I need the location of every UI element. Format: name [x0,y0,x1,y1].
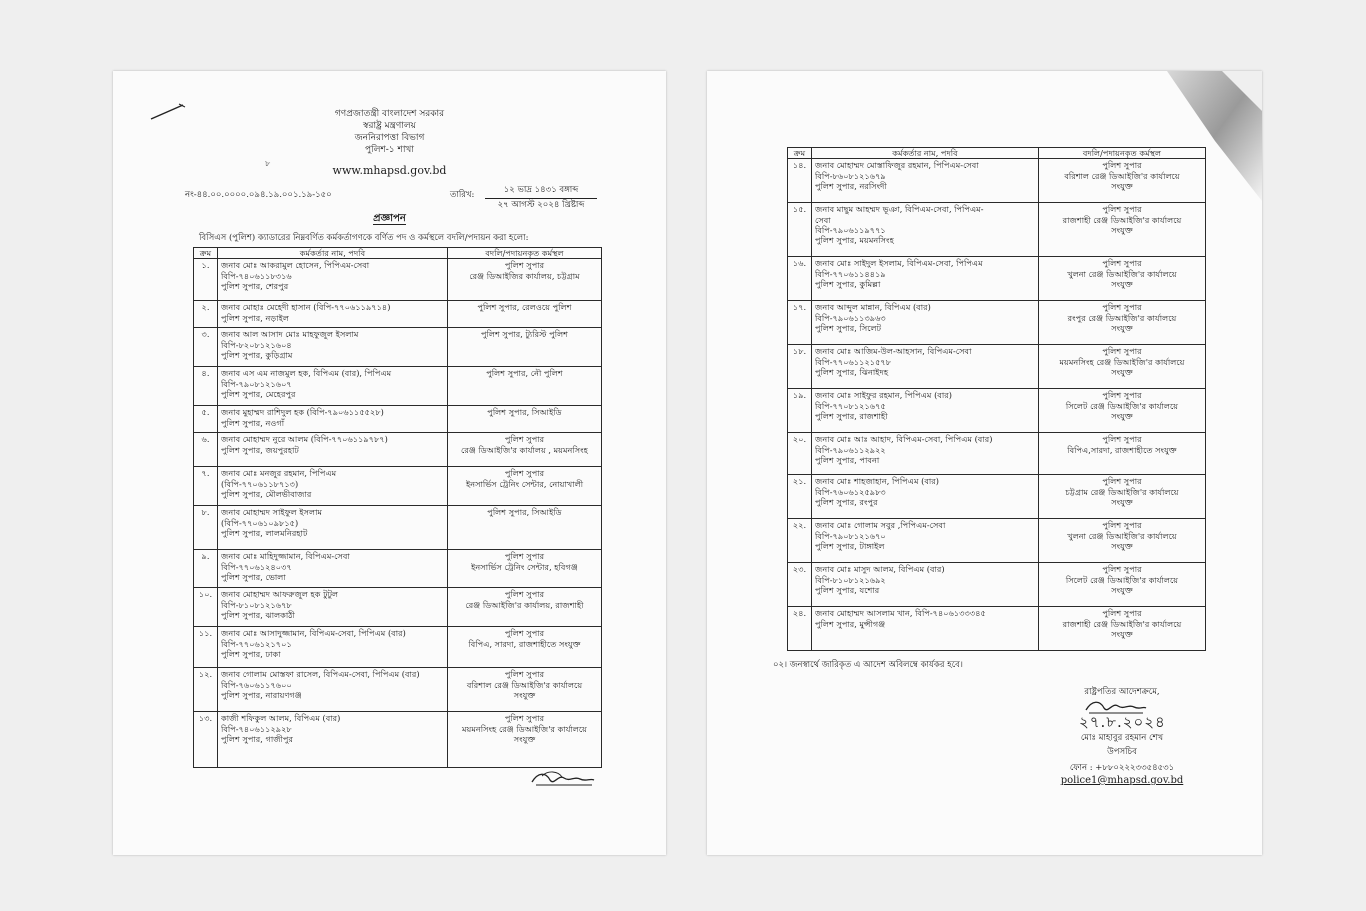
posting-cell [1039,345,1206,389]
posting-line: সিলেট রেঞ্জ ডিআইজি'র কার্যালয়ে [1065,400,1179,411]
officer-line: বিপি-৭৭০৮১২১৬৭৫ [815,400,886,411]
serial-cell: ৪. [194,367,218,406]
serial-cell: ১২. [194,668,218,712]
posting-line: রেঞ্জ ডিআইজি'র কার্যালয় , ময়মনসিংহ [461,444,588,455]
officer-line: পুলিশ সুপার, জয়পুরহাট [221,444,299,455]
serial-cell: ২৩. [788,563,812,607]
posting-line: সংযুক্ত [1111,278,1133,289]
officer-cell [812,159,1039,203]
ministry-name: স্বরাষ্ট্র মন্ত্রণালয় [363,121,416,131]
officer-designation: উপসচিব [1107,747,1137,757]
serial-cell: ১৯. [788,389,812,433]
officer-line: পুলিশ সুপার, মুন্সীগঞ্জ [815,618,886,629]
officer-line: বিপি-৭৯০৬১১৩৯৬৩ [815,312,886,323]
posting-line: পুলিশ সুপার [504,551,545,562]
officer-cell [218,467,448,506]
date-gregorian: ২৭ আগস্ট ২০২৪ খ্রিষ্টাব্দ [497,200,585,210]
officer-line: জনাব আব্দুল মান্নান, বিপিএম (বার) [815,302,931,313]
officer-line: জনাব এস এম নাজমুল হক, বিপিএম (বার), পিপিএম [221,368,392,379]
officer-line: জনাব মোঃ মাহিদুজ্জামান, বিপিএম-সেবা [221,551,350,562]
table-row [194,588,602,627]
serial-cell: ২. [194,301,218,328]
posting-cell [1039,203,1206,257]
posting-cell [448,627,602,668]
table-row [194,467,602,506]
officer-cell [218,506,448,550]
posting-cell [448,506,602,550]
posting-line: সংযুক্ত [1111,322,1133,333]
posting-cell [1039,563,1206,607]
intro-text: বিসিএস (পুলিশ) ক্যাডারের নিম্নবর্ণিত কর্মকর্তাগণকে বর্ণিত পদ ও কর্মস্থলে বদলি/পদায়ন করা হলো: [199,233,529,243]
serial-cell: ৫. [194,406,218,433]
transfer-table-body [194,259,602,768]
handwritten-date: ২৭.৮.২০২৪ [1079,713,1166,731]
officer-cell [218,588,448,627]
table-row [194,328,602,367]
officer-cell [218,433,448,467]
posting-line: পুলিশ সুপার [504,628,545,639]
transfer-table-part-1 [193,247,602,768]
officer-line: জনাব গোলাম মোস্তফা রাসেল, বিপিএম-সেবা, পিপিএম (বার) [221,669,420,680]
officer-line: জনাব মোহাম্মদ আফরুজুল হক টুটুল [221,589,339,600]
posting-line: পুলিশ সুপার [504,434,545,445]
officer-line: জনাব মোহাম্মদ আসলাম খান, বিপি-৭৪০৬১৩৩৩৪৫ [815,608,986,619]
posting-line: পুলিশ সুপার, ট্যুরিস্ট পুলিশ [480,329,569,340]
posting-cell [448,433,602,467]
officer-name: মোঃ মাহাবুর রহমান শেখ [1080,733,1164,743]
website-link[interactable]: www.mhapsd.gov.bd [332,164,447,177]
posting-line: বরিশাল রেঞ্জ ডিআইজি'র কার্যালয়ে [466,679,583,690]
posting-line: রেঞ্জ ডিআইজির কার্যালয়, চট্টগ্রাম [469,270,580,281]
officer-line: পুলিশ সুপার, নওগাঁ [221,417,285,428]
officer-cell [812,301,1039,345]
officer-email-link[interactable]: police1@mhapsd.gov.bd [1060,775,1184,786]
serial-cell: ৬. [194,433,218,467]
officer-cell [218,301,448,328]
officer-line: জনাব মোঃ শাহজাহান, পিপিএম (বার) [815,476,939,487]
table-row [194,550,602,588]
posting-line: বরিশাল রেঞ্জ ডিআইজি'র কার্যালয়ে [1064,170,1180,181]
transfer-table-part-2 [787,147,1206,651]
officer-line: জনাব মাছুম আহম্মদ ভূঞা, বিপিএম-সেবা, পিপিএম- [815,204,984,215]
officer-line: বিপি-৭৭০৬১১৪৪১৯ [815,268,886,279]
officer-line: পুলিশ সুপার, কুমিল্লা [815,278,881,289]
officer-cell [218,550,448,588]
table-row [194,259,602,301]
officer-line: পুলিশ সুপার, সিলেট [815,322,882,333]
serial-cell: ১৮. [788,345,812,389]
table-row [788,159,1206,203]
officer-line: বিপি-৮১০৮১২১৬৭৮ [221,599,292,610]
posting-cell [448,467,602,506]
posting-cell [448,259,602,301]
officer-line: পুলিশ সুপার, নড়াইল [221,312,289,323]
officer-line: জনাব মোঃ গোলাম সবুর ,পিপিএম-সেবা [815,520,946,531]
posting-cell [1039,257,1206,301]
table-row [788,475,1206,519]
officer-line: বিপি-৭৯০৮১২১৬৭০ [815,530,886,541]
officer-line: পুলিশ সুপার, ময়মনসিংহ [815,235,894,246]
posting-cell [448,668,602,712]
posting-header: বদলি/পদায়নকৃত কর্মস্থল [448,248,602,259]
name-header: কর্মকর্তার নাম, পদবি [218,248,448,259]
officer-line: বিপি-৭৬০৬১২৫৯৮৩ [815,486,886,497]
table-row [194,367,602,406]
date-label: তারিখ: [450,190,475,200]
serial-cell: ১৫. [788,203,812,257]
officer-line: কাজী শফিকুল আলম, বিপিএম (বার) [221,713,341,724]
officer-cell [812,607,1039,651]
posting-line: পুলিশ সুপার, রেলওয়ে পুলিশ [477,302,572,313]
officer-line: জনাব মোহাম্মদ মোস্তাফিজুর রহমান, পিপিএম-সেবা [815,160,979,171]
officer-line: জনাব মোহাম্মদ নুরে আলম (বিপি-৭৭০৬১১৯৭৮৭) [221,434,388,445]
posting-cell [1039,389,1206,433]
posting-line: পুলিশ সুপার [1102,608,1142,619]
table-row [194,668,602,712]
posting-line: পুলিশ সুপার [1102,346,1142,357]
posting-line: পুলিশ সুপার [504,260,545,271]
officer-line: বিপি-৭৭০৬১২১৭০১ [221,638,292,649]
officer-line: বিপি-৮২০৮১২১৬০৪ [221,339,292,350]
serial-cell: ১৭. [788,301,812,345]
posting-line: পুলিশ সুপার [1102,564,1142,575]
serial-cell: ১০. [194,588,218,627]
officer-line: বিপি-৭৯০৬১১৯৭৭১ [815,224,886,235]
officer-line: বিপি-৭৪০৬১১২৯২৮ [221,723,292,734]
posting-cell [448,328,602,367]
posting-line: ইনসার্ভিস ট্রেনিং সেন্টার, হবিগঞ্জ [471,561,578,572]
officer-line: পুলিশ সুপার, ঝিনাইদহ [815,366,889,377]
posting-line: সংযুক্ত [1111,496,1133,507]
officer-line: পুলিশ সুপার, মেহেরপুর [221,388,296,399]
posting-cell [1039,607,1206,651]
officer-line: পুলিশ সুপার, রংপুর [815,496,878,507]
officer-cell [812,257,1039,301]
serial-cell: ২১. [788,475,812,519]
officer-line: বিপি-৭৯০৬১১২৯২২ [815,444,886,455]
table-row [788,345,1206,389]
serial-cell: ১৩. [194,712,218,768]
officer-line: (বিপি-৭৭০৬১১৮৭১৩) [221,478,299,489]
officer-line: জনাব মোঃ আসাদুজ্জামান, বিপিএম-সেবা, পিপিএম (বার) [221,628,406,639]
officer-cell [812,563,1039,607]
posting-line: পুলিশ সুপার [1102,434,1142,445]
officer-cell [218,259,448,301]
officer-cell [218,328,448,367]
officer-line: বিপি-৭৭০৬১২৪০৩৭ [221,561,292,572]
officer-line: জনাব মোঃ আঃ আহাদ, বিপিএম-সেবা, পিপিএম (বার) [815,434,993,445]
officer-line: পুলিশ সুপার, ঢাকা [221,648,281,659]
posting-line: পুলিশ সুপার [504,669,545,680]
effective-notice: ০২। জনস্বার্থে জারিকৃত এ আদেশ অবিলম্বে কার্যকর হবে। [773,660,963,670]
officer-line: পুলিশ সুপার, নরসিংদী [815,180,887,191]
posting-line: সংযুক্ত [1111,410,1133,421]
transfer-table-body [788,159,1206,651]
officer-cell [812,203,1039,257]
officer-line: পুলিশ সুপার, মৌলভীবাজার [221,488,312,499]
table-row [788,203,1206,257]
division-name: জননিরাপত্তা বিভাগ [354,133,425,143]
posting-cell [448,301,602,328]
officer-line: বিপি-৭৬০৬১১৭৬০০ [221,679,292,690]
signature-initial-page-1 [528,768,598,790]
notification-page-2 [707,71,1262,855]
posting-line: সংযুক্ত [1111,224,1133,235]
officer-cell [218,712,448,768]
posting-line: পুলিশ সুপার, নৌ পুলিশ [486,368,563,379]
officer-line: বিপি-৭৪০৬১১৮৩১৬ [221,270,292,281]
posting-line: পুলিশ সুপার [1102,160,1142,171]
posting-line: সংযুক্ত [1111,584,1133,595]
notification-page-1 [113,71,666,855]
officer-line: পুলিশ সুপার, ঝালকাঠী [221,609,295,620]
posting-line: সংযুক্ত [513,689,536,700]
posting-cell [1039,519,1206,563]
officer-line: পুলিশ সুপার, নারায়ণগঞ্জ [221,689,302,700]
serial-cell: ১১. [194,627,218,668]
serial-header: ক্রম [194,248,218,259]
posting-line: খুলনা রেঞ্জ ডিআইজি'র কার্যালয়ে [1067,268,1177,279]
posting-line: ময়মনসিংহ রেঞ্জ ডিআইজি'র কার্যালয়ে [1059,356,1185,367]
serial-cell: ৯. [194,550,218,588]
posting-cell [448,406,602,433]
officer-line: পুলিশ সুপার, রাজশাহী [815,410,888,421]
posting-line: পুলিশ সুপার [1102,302,1142,313]
posting-line: রংপুর রেঞ্জ ডিআইজি'র কার্যালয়ে [1067,312,1177,323]
branch-name: পুলিশ-১ শাখা [365,145,414,155]
serial-cell: ২০. [788,433,812,475]
officer-line: জনাব মোঃ সাইদুল ইসলাম, বিপিএম-সেবা, পিপিএম [815,258,983,269]
officer-line: বিপি-৮৬০৮১২১৬৭৯ [815,170,886,181]
table-row [788,563,1206,607]
posting-line: সংযুক্ত [1111,366,1133,377]
table-row [194,627,602,668]
table-row [788,257,1206,301]
stray-mark: ৮ [265,159,271,168]
officer-line: জনাব মুহাম্মদ রাশিদুল হক (বিপি-৭৯০৬১১৫৫২৮) [221,407,384,418]
serial-cell: ৩. [194,328,218,367]
posting-cell [1039,301,1206,345]
officer-line: পুলিশ সুপার, শেরপুর [221,280,289,291]
serial-cell: ৮. [194,506,218,550]
posting-cell [448,712,602,768]
table-row [194,433,602,467]
serial-cell: ১. [194,259,218,301]
officer-line: জনাব মোঃ মনজুর রহমান, পিপিএম [221,468,337,479]
document-title: প্রজ্ঞাপন [373,213,406,224]
posting-line: সংযুক্ত [1111,628,1133,639]
serial-cell: ১৬. [788,257,812,301]
table-row [788,433,1206,475]
posting-line: রেঞ্জ ডিআইজি'র কার্যালয়, রাজশাহী [465,599,584,610]
table-row [194,301,602,328]
officer-line: জনাব মোঃ মাসুদ আলম, বিপিএম (বার) [815,564,945,575]
officer-line: জনাব মোহাম্মদ সাইফুল ইসলাম [221,507,323,518]
officer-line: জনাব মোঃ আকরামুল হোসেন, পিপিএম-সেবা [221,260,370,271]
posting-line: পুলিশ সুপার [1102,204,1142,215]
officer-line: জনাব মোঃ আজিম-উল-আহসান, বিপিএম-সেবা [815,346,972,357]
posting-cell [1039,475,1206,519]
officer-line: পুলিশ সুপার, পাবনা [815,454,880,465]
table-row [194,712,602,768]
table-header-row [788,148,1206,159]
posting-line: পুলিশ সুপার [504,589,545,600]
serial-cell: ২৪. [788,607,812,651]
officer-line: সেবা [815,214,831,225]
officer-line: পুলিশ সুপার, লালমনিরহাট [221,527,308,538]
officer-cell [218,406,448,433]
posting-header: বদলি/পদায়নকৃত কর্মস্থল [1039,148,1206,159]
officer-line: পুলিশ সুপার, ভোলা [221,571,286,582]
posting-line: সিলেট রেঞ্জ ডিআইজি'র কার্যালয়ে [1065,574,1179,585]
table-row [194,506,602,550]
posting-line: রাজশাহী রেঞ্জ ডিআইজি'র কার্যালয়ে [1062,618,1182,629]
government-name: গণপ্রজাতন্ত্রী বাংলাদেশ সরকার [334,109,445,119]
officer-cell [812,389,1039,433]
officer-line: (বিপি-৭৭০৬১০৯৮১৫) [221,517,299,528]
serial-cell: ২২. [788,519,812,563]
officer-line: বিপি-৭৭০৬১১২১৫৭৮ [815,356,892,367]
posting-line: পুলিশ সুপার [1102,390,1142,401]
posting-line: সংযুক্ত [1111,180,1133,191]
officer-cell [812,345,1039,389]
date-bengali: ১২ ভাদ্র ১৪৩১ বঙ্গাব্দ [485,183,597,199]
posting-line: পুলিশ সুপার, সিআইডি [487,507,562,518]
name-header: কর্মকর্তার নাম, পদবি [812,148,1039,159]
table-row [788,519,1206,563]
order-line: রাষ্ট্রপতির আদেশক্রমে, [1084,687,1160,697]
serial-header: ক্রম [788,148,812,159]
posting-line: রাজশাহী রেঞ্জ ডিআইজি'র কার্যালয়ে [1062,214,1182,225]
posting-cell [448,550,602,588]
posting-line: ইনসার্ভিস ট্রেনিং সেন্টার, নোয়াখালী [465,478,584,489]
posting-line: বিপিএ,সারদা, রাজশাহীতে সংযুক্ত [1067,444,1177,455]
memo-number: নং-৪৪.০০.০০০০.০৯৪.১৯.০০১.১৯-১৫০ [185,190,332,200]
posting-line: বিপিএ, সারদা, রাজশাহীতে সংযুক্ত [468,638,581,649]
posting-line: পুলিশ সুপার [504,468,545,479]
posting-line: পুলিশ সুপার [1102,476,1142,487]
officer-line: পুলিশ সুপার, গাজীপুর [221,733,293,744]
posting-line: ময়মনসিংহ রেঞ্জ ডিআইজি'র কার্যালয়ে [461,723,587,734]
posting-cell [1039,433,1206,475]
posting-line: সংযুক্ত [513,733,536,744]
officer-line: বিপি-৮১০৮১২১৬৯২ [815,574,886,585]
officer-cell [218,668,448,712]
officer-phone: ফোন : +৮৮০২২২৩৩৫৪৫৩১ [1069,763,1175,773]
table-row [194,406,602,433]
officer-line: বিপি-৭৯০৮১২১৬০৭ [221,378,292,389]
posting-cell [448,588,602,627]
officer-cell [218,367,448,406]
posting-line: পুলিশ সুপার [1102,258,1142,269]
table-row [788,607,1206,651]
posting-line: পুলিশ সুপার [504,713,545,724]
officer-line: পুলিশ সুপার, যশোর [815,584,880,595]
serial-cell: ৭. [194,467,218,506]
officer-line: পুলিশ সুপার, কুড়িগ্রাম [221,349,293,360]
officer-cell [812,519,1039,563]
officer-cell [812,433,1039,475]
posting-cell [1039,159,1206,203]
posting-line: পুলিশ সুপার [1102,520,1142,531]
posting-cell [448,367,602,406]
posting-line: চট্টগ্রাম রেঞ্জ ডিআইজি'র কার্যালয়ে [1065,486,1179,497]
officer-cell [218,627,448,668]
officer-line: জনাব মোহাঃ মেহেদী হাসান (বিপি-৭৭০৬১১৯৭১৪) [221,302,391,313]
posting-line: সংযুক্ত [1111,540,1133,551]
serial-cell: ১৪. [788,159,812,203]
table-header-row [194,248,602,259]
table-row [788,301,1206,345]
posting-line: খুলনা রেঞ্জ ডিআইজি'র কার্যালয়ে [1067,530,1177,541]
table-row [788,389,1206,433]
posting-line: পুলিশ সুপার, সিআইডি [487,407,562,418]
officer-line: জনাব আল আসাদ মোঃ মাহফুজুল ইসলাম [221,329,359,340]
officer-line: জনাব মোঃ সাইফুর রহমান, পিপিএম (বার) [815,390,952,401]
officer-line: পুলিশ সুপার, টাঙ্গাইল [815,540,885,551]
officer-cell [812,475,1039,519]
